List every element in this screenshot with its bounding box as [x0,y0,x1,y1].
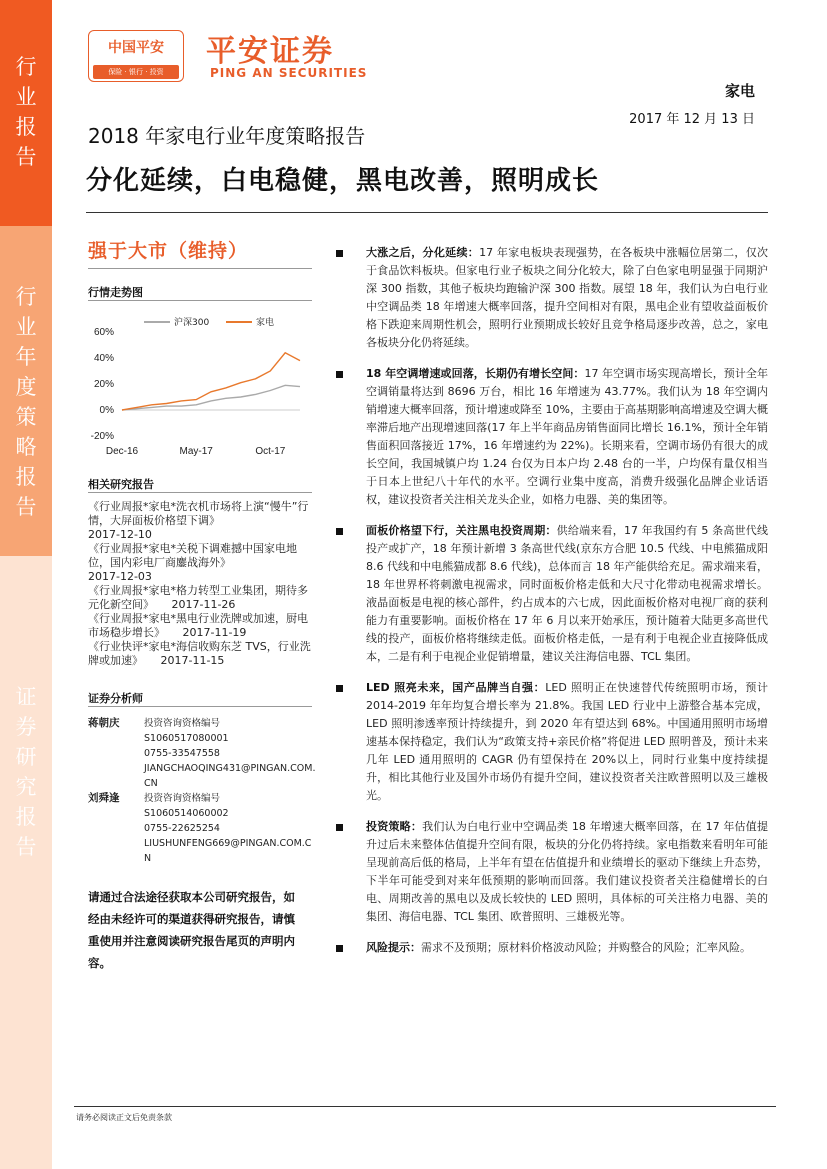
y-tick-label: -20% [90,431,114,442]
band-industry-report [0,0,52,226]
rating-label: 强于大市（维持） [88,240,249,262]
logo-subtitle: 保险 · 银行 · 投资 [93,65,179,79]
y-tick-label: 40% [93,353,114,364]
bullet-text: 我们认为白电行业中空调品类 18 年增速大概率回落，在 17 年估值提升过后未来整体估值提升空间有限，板块的分化仍将持续。家电指数来看明年可能呈现前高后低的格局，上半年有望在估值提升和业绩增长的驱动下继续上升态势，下半年可能受到对来年低预期的影响而回落。我们建议投资者关注稳健增长的白电、周期改善的黑电以及成长较快的 LED 照明，具体标的可关注格力电器、美的集团、海信电器、TCL 集团、欧普照明、三雄极光等。 [366,820,769,923]
bullet-lead: 投资策略： [366,820,423,833]
band-char: 券 [15,715,37,739]
side-band [0,0,52,1169]
analyst-email[interactable]: LIUSHUNFENG669@PINGAN.COM.CN [144,838,312,864]
report-title: 《行业周报*家电*黑电行业洗牌或加速，厨电市场稳步增长》 [88,612,308,639]
trend-heading: 行情走势图 [88,286,143,299]
report-date: 2017-11-19 [182,626,247,639]
report-date: 2017-11-26 [171,598,236,611]
x-tick-label: May-17 [179,446,213,457]
report-title: 2018 年家电行业年度策略报告 [88,124,366,148]
bullet-square-icon [336,685,343,692]
report-date: 2017 年 12 月 13 日 [629,112,755,127]
divider [88,706,312,707]
analyst-name: 蒋朝庆 [88,717,120,729]
y-tick-label: 60% [93,327,114,338]
analysts-heading: 证券分析师 [88,692,143,705]
x-tick-label: Dec-16 [105,446,139,457]
bullet-item [336,679,768,805]
series-line-hs300 [122,385,300,410]
analysts-list [88,716,318,866]
bullet-text: 供给端来看，17 年我国约有 5 条高世代线投产或扩产，18 年预计新增 3 条高世代线(京东方合肥 10.5 代线、中电熊猫成阳 8.6 代线和中电熊猫成都 8.6 代线)，总体而言 18 年产能供给充足。需求端来看，18 年世界杯将刺激电视需求，同时面板价格走低和大尺寸化带动电视需求增长。液晶面板是电视的核心部件，约占成本的六七成，因此面板价格对电视厂商的获利能力有重要影响。面板价格在 17 年 6 月以来开始承压，预计随着大陆更多高世代线的投产，面板价格将继续走低。面板价格走低，一是有利于电视企业直接降低成本，二是有利于电视企业促销增量，建议关注海信电器、TCL 集团。 [366,524,769,663]
footer-divider [74,1106,776,1107]
bullet-lead: 大涨之后，分化延续： [366,246,480,259]
report-link[interactable] [88,640,312,668]
report-title: 《行业周报*家电*洗衣机市场将上演“慢牛”行情，大屏面板价格望下调》 [88,500,309,527]
bullet-square-icon [336,824,343,831]
bullet-text: 17 年空调市场实现高增长，预计全年空调销量将达到 8696 万台，相比 16 年增速为 43.77%。我们认为 18 年空调内销增速大概率回落，预计增速或降至 10%，主要由于高基期影响高增速及空调大概率滞后地产出现增速回落(17 年上半年商品房销售面同比增长 16.1%，预计全年销售面积回落接近 17%，16 年增速约为 22%)。长期来看，空调市场仍有很大的成长空间，我国城镇户均 1.24 台仅为日本户均 2.48 台的一半，户均保有量仅相当于日本上世纪八十年代的水平。空调行业集中度高，消费升级强化品牌企业话语权，建议投资者关注相关龙头企业，如格力电器、美的集团等。 [366,367,769,506]
x-tick-label: Oct-17 [255,446,286,457]
bullet-item [336,522,768,666]
y-tick-label: 20% [93,379,114,390]
band-char: 报 [15,115,37,139]
brand-name-en: PING AN SECURITIES [210,66,368,80]
band-char: 报 [15,465,37,489]
logo-text: 中国平安 [108,40,164,56]
band-char: 年 [15,345,37,369]
band-char: 业 [15,315,37,339]
divider [88,492,312,493]
bullet-text: LED 照明正在快速替代传统照明市场，预计 2014-2019 年年均复合增长率为 21.8%。我国 LED 行业中上游整合基本完成，LED 照明渗透率预计持续提升，到 2020 年有望达到 68%。中国通用照明市场增速基本保持稳定，我们认为“政策支持+亲民价格”将促进 LED 照明普及，预计未来几年 LED 通用照明的 CAGR 仍有望保持在 20%以上，同时行业集中度持续提升，相比其他行业及国外市场仍有提升空间，建议投资者关注欧普照明以及三雄极光。 [366,681,769,802]
report-headline: 分化延续，白电稳健，黑电改善，照明成长 [86,166,600,196]
related-heading: 相关研究报告 [88,478,154,491]
band-securities-research [0,556,52,1169]
band-char: 报 [15,805,37,829]
band-char: 业 [15,85,37,109]
bullet-text: 17 年家电板块表现强势，在各板块中涨幅位居第二，仅次于食品饮料板块。但家电行业子板块之间分化较大，除了白色家电明显强于同期沪深 300 指数，其他子板块均跑输沪深 300 指数。展望 18 年，我们认为白电行业中空调品类 18 年增速大概率回落，提升空间相对有限，黑电企业有望收益面板价格下跌迎来周期性机会，照明行业预期成长较好且竞争格局逐步改善，总之，家电各板块分化仍将延续。 [366,246,768,349]
cert-label: 投资咨询资格编号 [144,718,221,729]
band-char: 究 [15,775,37,799]
bullet-square-icon [336,945,343,952]
divider [88,300,312,301]
analyst-phone: 0755-33547558 [144,748,220,759]
band-annual-strategy [0,226,52,556]
trend-chart [88,306,316,466]
report-title: 《行业周报*家电*关税下调难撼中国家电地位，国内彩电厂商鏖战海外》 [88,542,297,569]
divider [88,268,312,269]
report-link[interactable] [88,584,312,612]
report-link[interactable] [88,542,312,584]
bullet-lead: LED 照亮未来，国产品牌当自强： [366,681,546,694]
report-link[interactable] [88,612,312,640]
bullet-square-icon [336,371,343,378]
band-char: 告 [15,495,37,519]
band-char: 告 [15,835,37,859]
bullet-item [336,244,768,352]
bullet-lead: 面板价格望下行，关注黑电投资周期： [366,524,557,537]
bullet-lead: 18 年空调增速或回落，长期仍有增长空间： [366,367,585,380]
header-divider [86,212,768,213]
bullet-square-icon [336,250,343,257]
cert-number: S1060514060002 [144,808,229,819]
analyst-card [88,791,318,866]
report-title: 《行业快评*家电*海信收购东芝 TVS，行业洗牌或加速》 [88,640,311,667]
report-title: 《行业周报*家电*格力转型工业集团，期待多元化新空间》 [88,584,308,611]
bullet-text: 需求不及预期；原材料价格波动风险；并购整合的风险；汇率风险。 [421,941,751,954]
analyst-name: 刘舜逢 [88,792,120,804]
pingan-logo [88,30,184,82]
bullet-item [336,818,768,926]
summary-bullets [336,244,768,970]
band-char: 研 [15,745,37,769]
band-char: 略 [15,435,37,459]
band-char: 策 [15,405,37,429]
legend-label: 家电 [256,318,275,328]
disclaimer-notice: 请通过合法途径获取本公司研究报告，如经由未经许可的渠道获得研究报告，请慎重使用并注意阅读研究报告尾页的声明内容。 [88,890,295,970]
bullet-item [336,365,768,509]
brand-name: 平安证券 [206,34,334,69]
report-date: 2017-12-03 [88,570,152,583]
y-tick-label: 0% [99,405,114,416]
report-date: 2017-12-10 [88,528,152,541]
band-char: 度 [15,375,37,399]
band-char: 证 [15,685,37,709]
band-char: 告 [15,145,37,169]
analyst-email[interactable]: JIANGCHAOQING431@PINGAN.COM.CN [144,763,316,789]
footer-disclaimer-link[interactable]: 请务必阅读正文后免责条款 [76,1113,172,1122]
cert-label: 投资咨询资格编号 [144,793,221,804]
analyst-card [88,716,318,791]
bullet-item [336,939,768,957]
related-reports-list [88,500,320,668]
legend-label: 沪深300 [174,318,210,328]
report-link[interactable] [88,500,312,542]
cert-number: S1060517080001 [144,733,229,744]
report-date: 2017-11-15 [160,654,225,667]
bullet-square-icon [336,528,343,535]
analyst-phone: 0755-22625254 [144,823,220,834]
band-char: 行 [15,55,37,79]
band-char: 行 [15,285,37,309]
sector-label: 家电 [724,82,755,100]
bullet-lead: 风险提示： [366,941,421,954]
